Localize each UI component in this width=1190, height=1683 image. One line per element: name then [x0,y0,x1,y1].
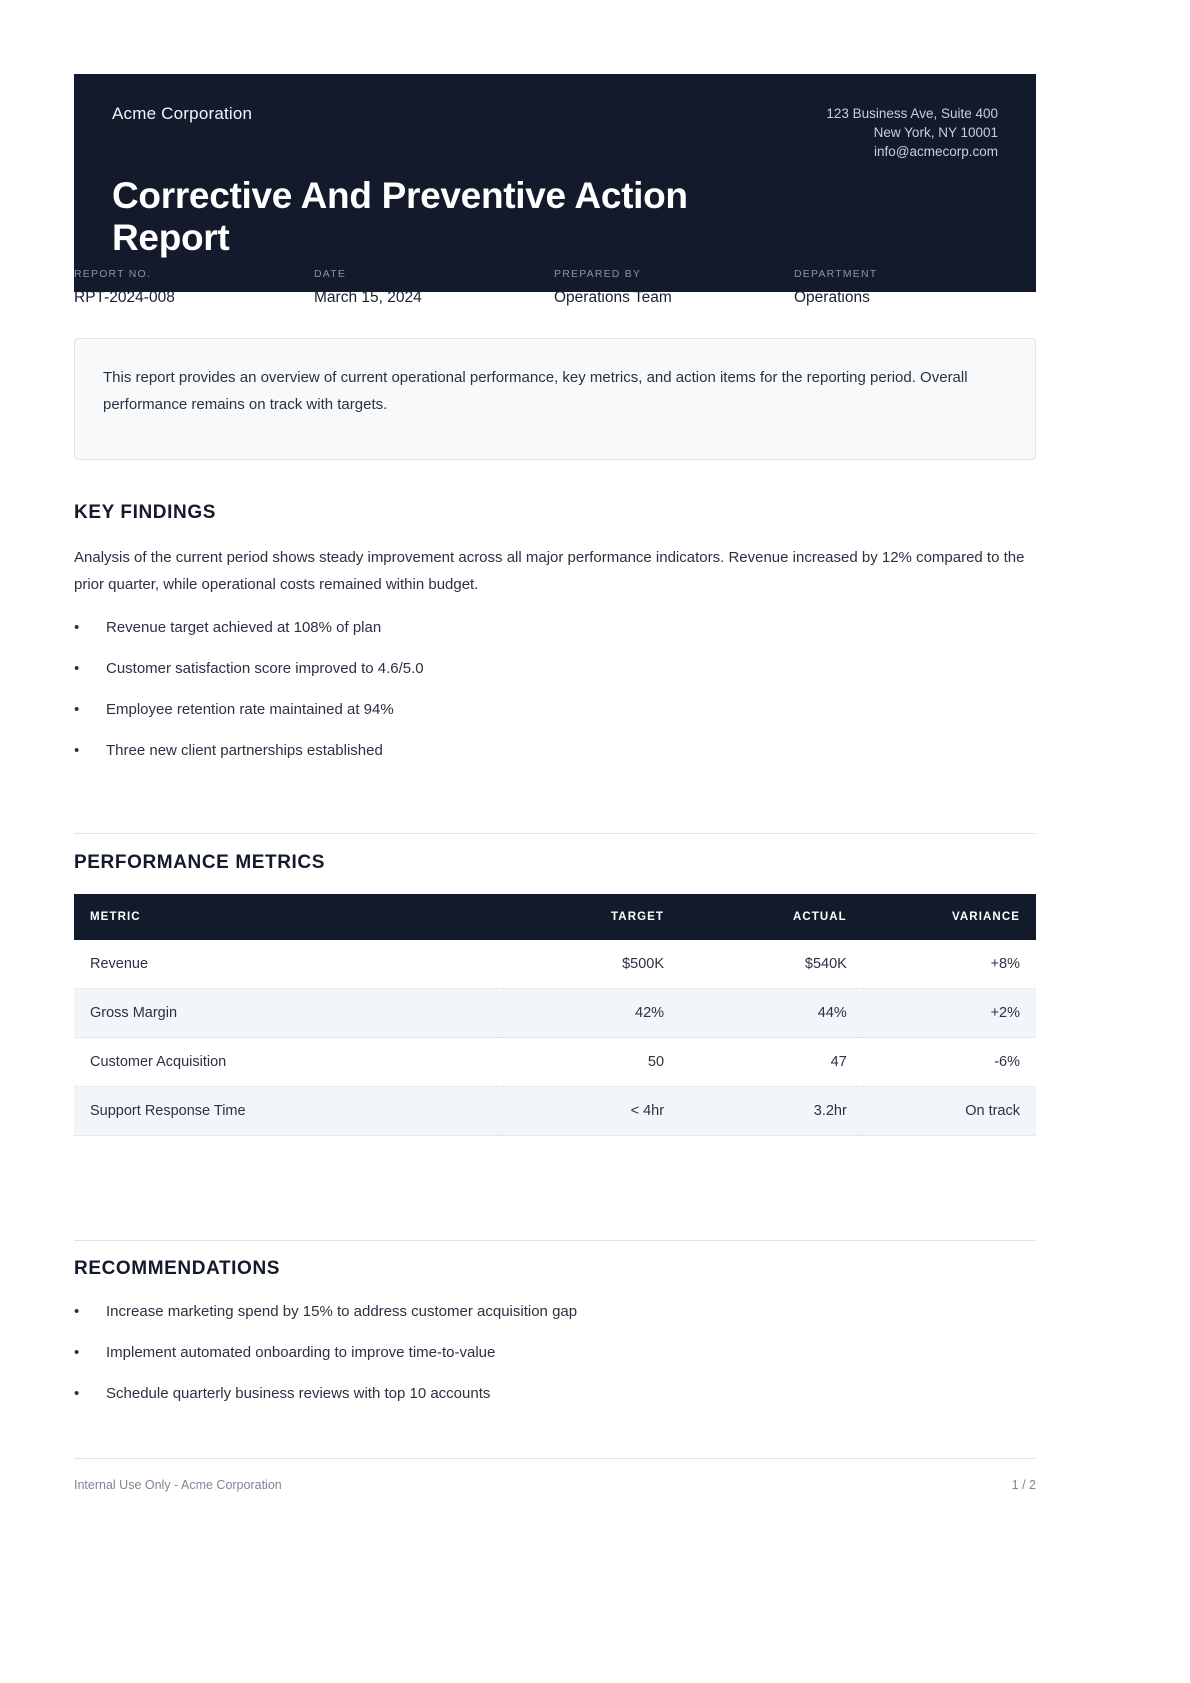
meta-label: DEPARTMENT [794,268,878,280]
table-row [74,1038,1036,1087]
meta-value: Operations Team [554,289,672,306]
cell-target: 42% [497,989,680,1038]
list-item: • Increase marketing spend by 15% to address customer acquisition gap [74,1300,1036,1324]
section-title-recommendations: RECOMMENDATIONS [74,1258,281,1279]
footer-left-text: Internal Use Only - Acme Corporation [74,1478,282,1492]
page-title: Corrective And Preventive Action Report [112,175,688,258]
company-name: Acme Corporation [112,104,253,123]
company-email: info@acmecorp.com [874,144,998,160]
meta-department [794,268,1034,307]
table-row [74,940,1036,989]
section-title-performance-metrics: PERFORMANCE METRICS [74,852,326,873]
table-row [74,989,1036,1038]
cell-actual: 44% [680,989,863,1038]
section-divider [74,833,1036,834]
document-header [74,74,1036,292]
meta-label: DATE [314,268,347,280]
meta-value: March 15, 2024 [314,289,422,306]
summary-callout [74,338,1036,460]
table-header-row [74,894,1036,940]
footer-page-number: 1 / 2 [1011,1478,1036,1492]
column-header-actual: ACTUAL [680,894,863,940]
cell-target: < 4hr [497,1087,680,1136]
list-item: • Three new client partnerships established [74,739,1036,763]
meta-value: RPT-2024-008 [74,289,175,306]
meta-label: REPORT NO. [74,268,151,280]
list-item: • Customer satisfaction score improved to 4.6/5.0 [74,657,1036,681]
section-recommendations [74,1258,1036,1423]
section-performance-metrics [74,852,1036,1136]
column-header-metric: METRIC [74,894,497,940]
header-top-row [112,104,998,161]
meta-date [314,268,554,307]
meta-label: PREPARED BY [554,268,642,280]
footer-divider [74,1458,1036,1459]
cell-metric: Revenue [74,940,497,989]
performance-metrics-table [74,894,1036,1136]
meta-report-no [74,268,314,307]
key-findings-paragraph: Analysis of the current period shows steady improvement across all major performance indicators. Revenue increased by 12% compared to the prior quarter, while operational costs remained within budget. [74,549,1025,593]
table-body [74,940,1036,1136]
cell-actual: 47 [680,1038,863,1087]
list-item: • Schedule quarterly business reviews with top 10 accounts [74,1382,1036,1406]
table-header [74,894,1036,940]
key-findings-list [74,616,1036,763]
document-footer [74,1478,1036,1492]
list-item: • Employee retention rate maintained at 94% [74,698,1036,722]
column-header-variance: VARIANCE [863,894,1036,940]
cell-metric: Customer Acquisition [74,1038,497,1087]
summary-text: This report provides an overview of current operational performance, key metrics, and action items for the reporting period. Overall performance remains on track with targets. [103,369,968,413]
cell-variance: On track [863,1087,1036,1136]
company-address-line2: New York, NY 10001 [873,125,998,141]
column-header-target: TARGET [497,894,680,940]
list-item: • Revenue target achieved at 108% of plan [74,616,1036,640]
document-meta [74,268,1036,307]
cell-variance: +2% [863,989,1036,1038]
section-key-findings [74,502,1036,780]
meta-value: Operations [794,289,870,306]
section-divider [74,1240,1036,1241]
recommendations-list [74,1300,1036,1406]
section-title-key-findings: KEY FINDINGS [74,502,216,523]
cell-target: $500K [497,940,680,989]
list-item: • Implement automated onboarding to improve time-to-value [74,1341,1036,1365]
cell-metric: Support Response Time [74,1087,497,1136]
cell-actual: $540K [680,940,863,989]
company-contact-block [826,104,998,161]
cell-target: 50 [497,1038,680,1087]
cell-variance: -6% [863,1038,1036,1087]
table-row [74,1087,1036,1136]
cell-actual: 3.2hr [680,1087,863,1136]
cell-metric: Gross Margin [74,989,497,1038]
cell-variance: +8% [863,940,1036,989]
meta-prepared-by [554,268,794,307]
company-address-line1: 123 Business Ave, Suite 400 [826,106,998,121]
